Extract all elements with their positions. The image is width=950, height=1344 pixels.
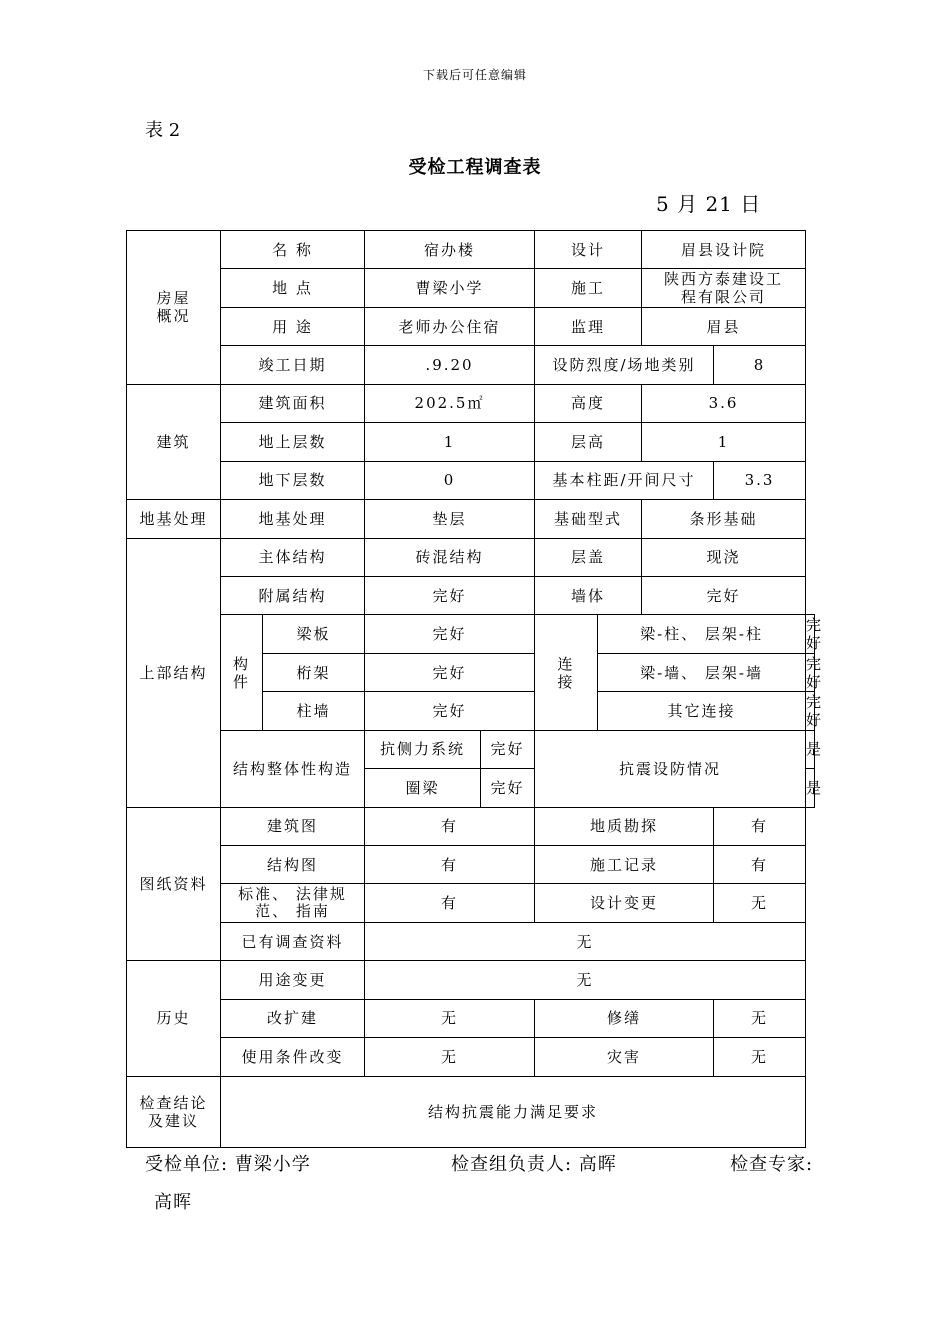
beam-value: 完好 — [365, 615, 535, 653]
condition-change-value: 无 — [365, 1038, 535, 1076]
truss-value: 完好 — [365, 653, 535, 691]
usage-change-value: 无 — [365, 961, 806, 999]
truss-label: 桁架 — [263, 653, 365, 691]
seismic-label: 设防烈度/场地类别 — [535, 346, 714, 384]
construction-label: 施工 — [535, 269, 642, 307]
attached-structure-label: 附属结构 — [221, 576, 365, 614]
lateral-value: 完好 — [481, 730, 535, 768]
supervision-value: 眉县 — [642, 307, 806, 345]
ringbeam-label: 圈梁 — [365, 769, 481, 807]
seismic-measures-value-1: 是 — [806, 730, 815, 768]
column-spacing-value: 3.3 — [714, 461, 806, 499]
column-spacing-label: 基本柱距/开间尺寸 — [535, 461, 714, 499]
inspected-unit: 受检单位: 曹梁小学 — [145, 1154, 311, 1175]
standards-label: 标准、 法律规范、 指南 — [221, 884, 365, 922]
name-value: 宿办楼 — [365, 231, 535, 269]
conn3-label: 其它连接 — [598, 692, 806, 730]
design-value: 眉县设计院 — [642, 231, 806, 269]
conn2-label: 梁-墙、 层架-墙 — [598, 653, 806, 691]
struct-drawing-value: 有 — [365, 846, 535, 884]
repair-value: 无 — [714, 999, 806, 1037]
geo-survey-label: 地质勘探 — [535, 807, 714, 845]
ringbeam-value: 完好 — [481, 769, 535, 807]
section-conclusion: 检查结论 及建议 — [127, 1076, 221, 1147]
height-value: 3.6 — [642, 384, 806, 422]
design-label: 设计 — [535, 231, 642, 269]
main-structure-label: 主体结构 — [221, 538, 365, 576]
arch-drawing-value: 有 — [365, 807, 535, 845]
usage-label: 用 途 — [221, 307, 365, 345]
design-change-label: 设计变更 — [535, 884, 714, 922]
foundation-treatment-label: 地基处理 — [221, 500, 365, 538]
struct-drawing-label: 结构图 — [221, 846, 365, 884]
conclusion-value: 结构抗震能力满足要求 — [221, 1076, 806, 1147]
column-value: 完好 — [365, 692, 535, 730]
expert-name: 高晖 — [154, 1192, 192, 1213]
table-label: 表 2 — [145, 120, 181, 141]
expert-label: 检查专家: — [730, 1154, 814, 1175]
section-foundation: 地基处理 — [127, 500, 221, 538]
name-label: 名 称 — [221, 231, 365, 269]
location-label: 地 点 — [221, 269, 365, 307]
section-building: 建筑 — [127, 384, 221, 499]
column-label: 柱墙 — [263, 692, 365, 730]
construction-record-label: 施工记录 — [535, 846, 714, 884]
foundation-treatment-value: 垫层 — [365, 500, 535, 538]
roof-value: 现浇 — [642, 538, 806, 576]
conn2-value: 完好 — [806, 654, 824, 691]
attached-structure-value: 完好 — [365, 576, 535, 614]
existing-survey-value: 无 — [365, 922, 806, 960]
rebuild-value: 无 — [365, 999, 535, 1037]
completion-value: .9.20 — [365, 346, 535, 384]
rebuild-label: 改扩建 — [221, 999, 365, 1037]
usage-change-label: 用途变更 — [221, 961, 365, 999]
repair-label: 修缮 — [535, 999, 714, 1037]
section-history: 历史 — [127, 961, 221, 1076]
team-leader: 检查组负责人: 高晖 — [451, 1154, 617, 1175]
beam-label: 梁板 — [263, 615, 365, 653]
geo-survey-value: 有 — [714, 807, 806, 845]
condition-change-label: 使用条件改变 — [221, 1038, 365, 1076]
conn3-value: 完好 — [806, 692, 824, 729]
existing-survey-label: 已有调查资料 — [221, 922, 365, 960]
foundation-type-label: 基础型式 — [535, 500, 642, 538]
floor-height-label: 层高 — [535, 423, 642, 461]
conn1-label: 梁-柱、 层架-柱 — [598, 615, 806, 653]
integrity-label: 结构整体性构造 — [221, 730, 365, 807]
height-label: 高度 — [535, 384, 642, 422]
section-superstructure: 上部结构 — [127, 538, 221, 807]
connection-label: 连 接 — [535, 615, 598, 730]
floors-below-value: 0 — [365, 461, 535, 499]
supervision-label: 监理 — [535, 307, 642, 345]
date: 5 月 21 日 — [656, 192, 762, 216]
main-structure-value: 砖混结构 — [365, 538, 535, 576]
seismic-measures-label: 抗震设防情况 — [535, 730, 806, 807]
section-overview: 房屋 概况 — [127, 231, 221, 385]
wall-value: 完好 — [642, 576, 806, 614]
section-drawings: 图纸资料 — [127, 807, 221, 961]
disaster-label: 灾害 — [535, 1038, 714, 1076]
location-value: 曹梁小学 — [365, 269, 535, 307]
seismic-measures-value-2: 是 — [806, 769, 815, 807]
floor-height-value: 1 — [642, 423, 806, 461]
floors-above-value: 1 — [365, 423, 535, 461]
conn1-value: 完好 — [806, 616, 824, 653]
survey-table — [126, 230, 824, 1148]
lateral-label: 抗侧力系统 — [365, 730, 481, 768]
page-title: 受检工程调查表 — [408, 157, 542, 178]
floors-below-label: 地下层数 — [221, 461, 365, 499]
design-change-value: 无 — [714, 884, 806, 922]
header-note: 下载后可任意编辑 — [422, 68, 527, 82]
seismic-value: 8 — [714, 346, 806, 384]
area-value: 202.5㎡ — [365, 384, 535, 422]
arch-drawing-label: 建筑图 — [221, 807, 365, 845]
usage-value: 老师办公住宿 — [365, 307, 535, 345]
area-label: 建筑面积 — [221, 384, 365, 422]
member-label: 构 件 — [221, 615, 263, 730]
foundation-type-value: 条形基础 — [642, 500, 806, 538]
construction-record-value: 有 — [714, 846, 806, 884]
standards-value: 有 — [365, 884, 535, 922]
floors-above-label: 地上层数 — [221, 423, 365, 461]
disaster-value: 无 — [714, 1038, 806, 1076]
wall-label: 墙体 — [535, 576, 642, 614]
construction-value: 陕西方泰建设工程有限公司 — [642, 269, 806, 307]
completion-label: 竣工日期 — [221, 346, 365, 384]
roof-label: 层盖 — [535, 538, 642, 576]
